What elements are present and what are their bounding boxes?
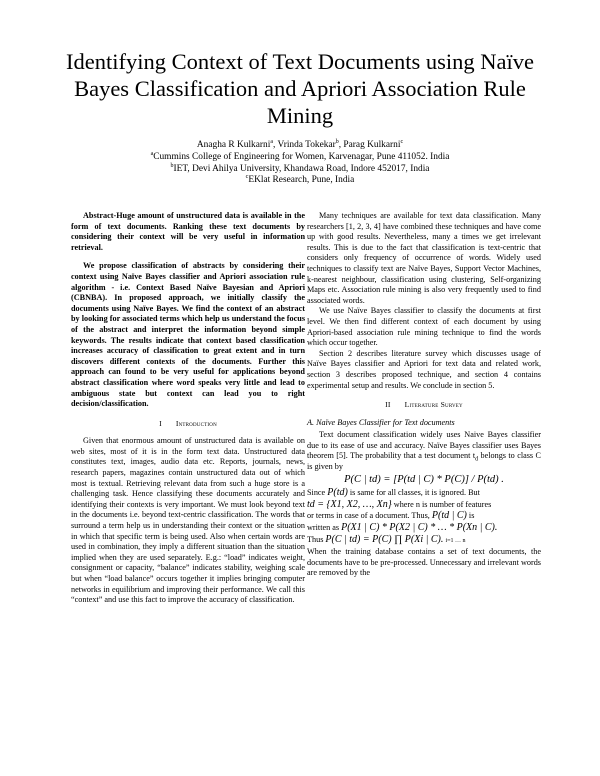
abstract-paragraph-1: Abstract-Huge amount of unstructured data is available in the form of text documents. Ranking these text documents by considering their context will be very useful in information retrieval. (71, 211, 305, 252)
written-line: written as P(X1 | C) * P(X2 | C) * … * P(Xn | C). (307, 522, 498, 534)
product-line: Thus P(C | td) = P(C) ∏ P(Xi | C). i=1 … n (307, 533, 466, 545)
bayes-equation: P(C | td) = [P(td | C) * P(C)] / P(td) . (344, 473, 504, 485)
body-paragraph-approach: We use Naïve Bayes classifier to classify the documents at first level. We then find different context of each document by using Apriori-based association rule mining technique to find the words which occur together. (307, 306, 541, 348)
right-column (307, 211, 541, 579)
affiliation-c: $^c$EKlat Research, Pune, India (245, 174, 355, 186)
body-paragraph-sections: Section 2 describes literature survey which discusses usage of Naïve Bayes classifier and Apriori for text data and related work, section 3 describes proposed technique, and section 4 contains experimental setup and results. We conclude in section 5. (307, 348, 541, 390)
author-names: Anagha R Kulkarni$^a$, Vrinda Tokekar$^b$, Parag Kulkarni$^c$ (196, 138, 404, 150)
naive-bayes-paragraph: Text document classification widely uses Naive Bayes classifier due to its ease of use and accuracy. Naïve Bayes classifier uses Bayes theorem [5]. The probability that a test document $t_d$ belongs to class C is given by (307, 430, 541, 472)
left-column (71, 211, 305, 606)
section-heading-literature-survey: II Literature Survey (385, 400, 463, 410)
affiliation-b: $^b$IET, Devi Ahilya University, Khandawa Road, Indore 452017, India (170, 162, 430, 174)
body-paragraph-techniques: Many techniques are available for text data classification. Many researchers [1, 2, 3, 4] have combined these techniques and have come up with good results. Nevertheless, many a times we get irrelevant results. This is due to the fact that classification is text-centric that considers only frequency of occurrence of words. Widely used techniques to classify text are Naïve Bayes, Support Vector Machines, k-nearest neighbour, classification using clustering, Self-organizing Maps etc. Association rule mining is also very frequently used to find associated words. (307, 211, 541, 305)
since-line: Since P(td) is same for all classes, it is ignored. But (307, 487, 480, 499)
author-block (60, 140, 540, 187)
terms-line: or terms in case of a document. Thus, P(td | C) is (307, 510, 475, 522)
preprocess-paragraph: When the training database contains a set of text documents, the documents have to be pre-processed. Unnecessary and irrelevant words are removed by the (307, 547, 541, 578)
abstract-paragraph-2: We propose classification of abstracts by considering their context using Naïve Bayes classifier and Apriori association rule algorithm - i.e. Context Based Naïve Bayesian and Apriori (CBNBA). In proposed approach, we initially classify the documents using Naïve Bayes. We find the context of an abstract by looking for associated terms which help us understand the focus of the abstract and interpret the information beyond simple keywords. The results indicate that context based classification increases accuracy of classification to great extent and in turn discovers different contexts of the documents. Further this approach can found to be very useful for applications beyond abstract classification where word speaks very little and lead to ambiguous state but context can lead you to right decision/classification. (71, 261, 305, 409)
subsection-heading: A. Naïve Bayes Classifier for Text documents (307, 417, 455, 427)
affiliation-a: $^a$Cummins College of Engineering for Women, Karvenagar, Pune 411052. India (150, 150, 450, 162)
paper-title: Identifying Context of Text Documents using Naïve Bayes Classification and Apriori Association Rule Mining (66, 49, 534, 128)
product-limits: i=1 … n (445, 537, 466, 544)
features-line: td = {X1, X2, …, Xn} where n is number of features (307, 498, 492, 510)
introduction-paragraph: Given that enormous amount of unstructured data is available on web sites, most of it is in the form text data. Unstructured data constitutes text, images, audio data etc. Reports, journals, news, research papers, magazines contain unstructured data out of which most is textual. Retrieving relevant data from such a huge store is a challenging task. Hence classifying these documents accurately and identifying their contexts is very important. We must look beyond text in the documents i.e. beyond text-centric classification. The words that surround a term help us in understanding their context or the situation in which that specific term is being used. Also when certain words are used in combination, they imply a different situation than the situation implied when they are used separately. E.g.: “load” indicates weight, consignment or capacity, “balance” indicates stability, weighing scale but when “load balance” occurs together it implies bringing computer networks in equilibrium and improving their performance. We call this “context” and use this fact to improve the accuracy of classification. (71, 436, 305, 605)
section-heading-introduction: I Introduction (159, 418, 217, 428)
